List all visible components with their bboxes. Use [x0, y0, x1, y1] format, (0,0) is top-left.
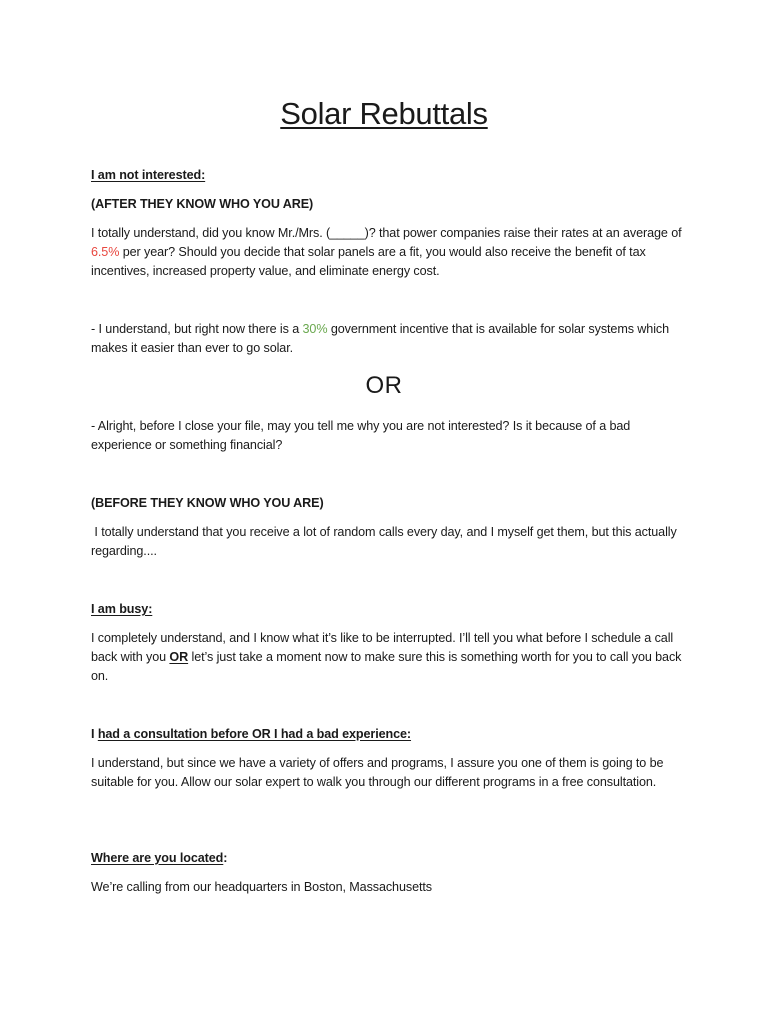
- paragraph-text: - I understand, but right now there is a: [91, 322, 303, 336]
- section-heading-location: [91, 849, 687, 868]
- section-heading-not-interested: [91, 166, 687, 185]
- heading-colon: :: [223, 851, 228, 865]
- heading-text: I am busy:: [91, 602, 153, 616]
- paragraph-incentive: [91, 320, 687, 358]
- heading-text: Where are you located: [91, 851, 224, 865]
- rate-percent: 6.5%: [91, 244, 120, 259]
- paragraph-text: let’s just take a moment now to make sure this is something worth for you to call you back on.: [91, 649, 682, 683]
- heading-text: had a consultation before OR I had a bad experience:: [97, 727, 412, 741]
- heading-prefix: I: [91, 727, 98, 741]
- paragraph-text: I totally understand, did you know Mr./Mrs. (_____)? that power companies raise their rates at an average of: [91, 226, 682, 240]
- paragraph-consultation: I understand, but since we have a variety of offers and programs, I assure you one of them is going to be suitable for you. Allow our solar expert to walk you through our different programs in a free consultation.: [91, 756, 664, 789]
- paragraph-text: I completely understand, and I know what it’s like to be interrupted. I’ll tell you what before I schedule a call back with you: [91, 631, 674, 664]
- paragraph-rate-increase: [91, 224, 687, 280]
- or-emphasis: OR: [169, 649, 189, 664]
- paragraph-text: government incentive that is available for solar systems which makes it easier than ever to go solar.: [91, 322, 670, 355]
- paragraph-close-file: - Alright, before I close your file, may you tell me why you are not interested? Is it because of a bad experience or something financial?: [91, 419, 631, 452]
- subheading-before: (BEFORE THEY KNOW WHO YOU ARE): [91, 496, 324, 510]
- paragraph-random-calls: I totally understand that you receive a lot of random calls every day, and I myself get them, but this actually regarding....: [91, 525, 681, 558]
- incentive-percent: 30%: [302, 322, 328, 336]
- or-divider: OR: [365, 372, 403, 399]
- paragraph-location: We’re calling from our headquarters in Boston, Massachusetts: [91, 880, 432, 894]
- paragraph-busy: [91, 629, 687, 685]
- heading-text: I am not interested:: [91, 168, 206, 182]
- section-heading-consultation: [91, 725, 687, 744]
- subheading-after: (AFTER THEY KNOW WHO YOU ARE): [91, 197, 314, 211]
- page-title: Solar Rebuttals: [280, 96, 488, 131]
- paragraph-text: per year? Should you decide that solar panels are a fit, you would also receive the benefit of tax incentives, increased property value, and eliminate energy cost.: [91, 244, 646, 278]
- section-heading-busy: [91, 600, 687, 619]
